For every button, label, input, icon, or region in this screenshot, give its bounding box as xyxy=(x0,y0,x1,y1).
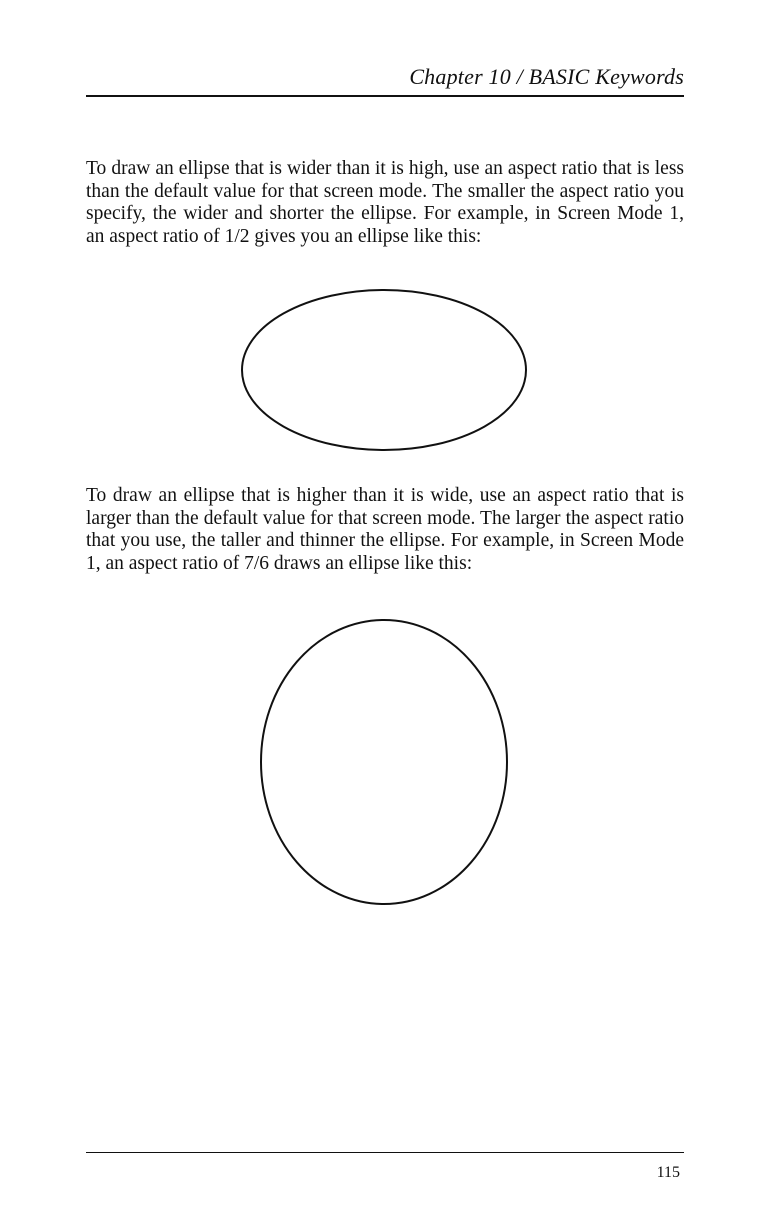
page-number: 115 xyxy=(656,1164,680,1181)
tall-ellipse xyxy=(261,620,507,904)
paragraph-tall-ellipse: To draw an ellipse that is higher than it is wide, use an aspect ratio that is larger than the default value for that screen mode. The larger the aspect ratio that you use, the taller and thinner the ellipse. For example, in Screen Mode 1, an aspect ratio of 7/6 draws an ellipse like this: xyxy=(86,485,684,574)
paragraph-wide-ellipse: To draw an ellipse that is wider than it is high, use an aspect ratio that is less than the default value for that screen mode. The smaller the aspect ratio you specify, the wider and shorter the ellipse. For example, in Screen Mode 1, an aspect ratio of 1/2 gives you an ellipse like this: xyxy=(86,158,684,247)
wide-ellipse-figure xyxy=(236,284,536,460)
header-rule xyxy=(86,95,684,97)
running-head: Chapter 10 / BASIC Keywords xyxy=(409,64,684,89)
wide-ellipse xyxy=(242,290,526,450)
footer-rule xyxy=(86,1152,684,1153)
tall-ellipse-figure xyxy=(252,610,516,912)
